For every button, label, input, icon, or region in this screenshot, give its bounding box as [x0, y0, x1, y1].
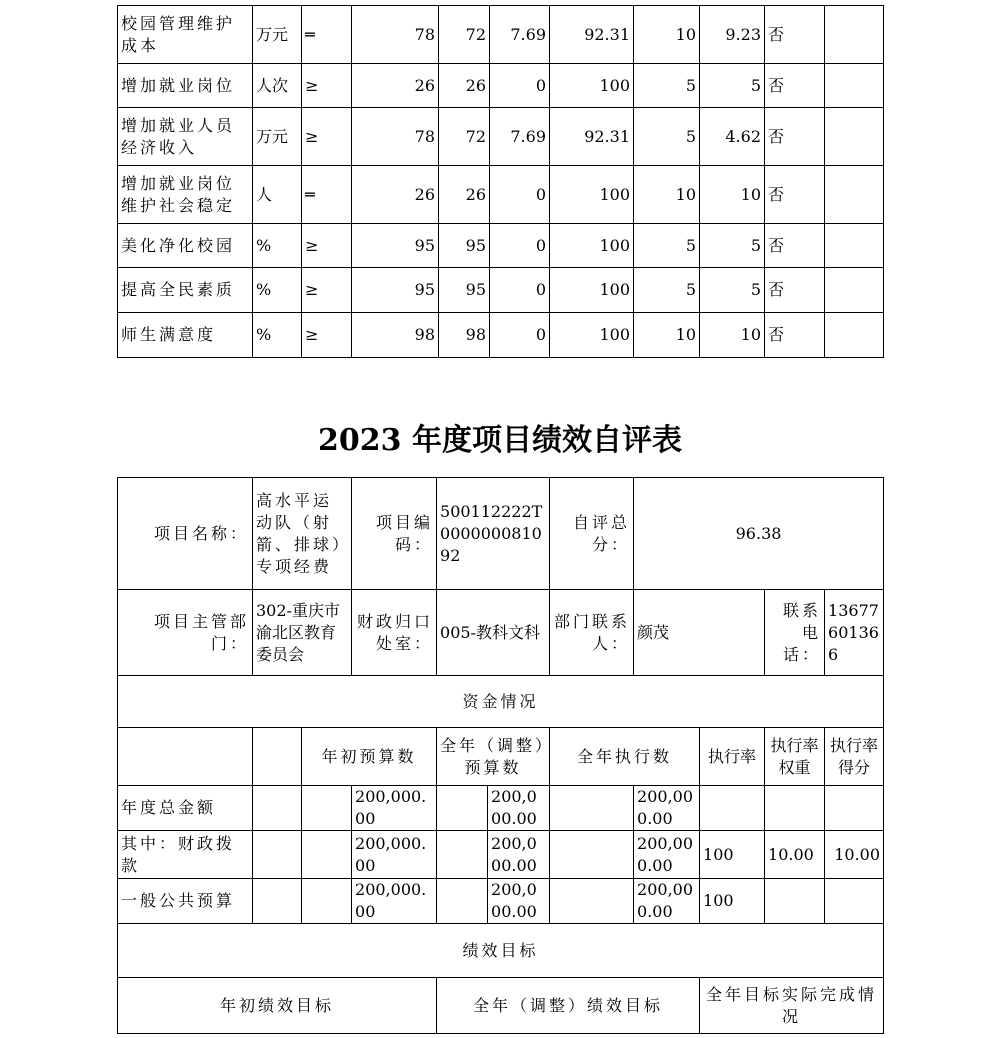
funds-rate-weight-value [765, 879, 825, 924]
indicator-weight: 10 [634, 166, 700, 224]
indicator-deviation: 7.69 [490, 108, 550, 166]
funds-executed-value: 200,000.00 [634, 831, 700, 879]
indicator-weight: 10 [634, 6, 700, 64]
funds-blank [437, 786, 488, 831]
indicator-target: 26 [352, 166, 439, 224]
indicator-score: 4.62 [700, 108, 765, 166]
indicator-operator: ≥ [302, 313, 352, 358]
funds-initial-value: 200,000.00 [352, 786, 437, 831]
contact-value: 颜茂 [634, 590, 765, 676]
indicator-score: 10 [700, 166, 765, 224]
indicator-note [825, 108, 884, 166]
funds-rate-value [700, 786, 765, 831]
indicator-completion-rate: 100 [550, 268, 634, 313]
funds-blank [253, 879, 302, 924]
indicator-row [118, 6, 884, 64]
funds-row-label: 年度总金额 [118, 786, 253, 831]
indicator-weight: 5 [634, 64, 700, 108]
phone-value: 13677601366 [825, 590, 884, 676]
indicator-row [118, 166, 884, 224]
indicator-unit: % [253, 224, 302, 268]
goals-actual-header: 全年目标实际完成情况 [700, 978, 884, 1034]
indicator-unit: 万元 [253, 6, 302, 64]
phone-label: 联系电话： [765, 590, 825, 676]
funds-rate-value: 100 [700, 831, 765, 879]
office-label: 财政归口处室： [352, 590, 437, 676]
indicator-operator: ≥ [302, 268, 352, 313]
funds-blank [302, 831, 352, 879]
indicator-deviation: 7.69 [490, 6, 550, 64]
indicator-deviation: 0 [490, 268, 550, 313]
indicator-flag: 否 [765, 64, 825, 108]
dept-value: 302-重庆市渝北区教育委员会 [253, 590, 352, 676]
page-title: 2023 年度项目绩效自评表 [318, 423, 682, 458]
indicator-name: 校园管理维护成本 [118, 6, 253, 64]
indicator-completion-rate: 100 [550, 313, 634, 358]
goals-section-row [118, 924, 884, 978]
indicator-note [825, 313, 884, 358]
funds-blank [437, 879, 488, 924]
indicator-flag: 否 [765, 224, 825, 268]
funds-blank [437, 831, 488, 879]
contact-label: 部门联系人： [550, 590, 634, 676]
indicator-unit: % [253, 268, 302, 313]
funds-rate-score-value: 10.00 [825, 831, 884, 879]
indicator-score: 5 [700, 268, 765, 313]
indicator-note [825, 64, 884, 108]
indicator-note [825, 6, 884, 64]
project-name-row [118, 478, 884, 590]
indicator-name: 增加就业岗位维护社会稳定 [118, 166, 253, 224]
goals-initial-header: 年初绩效目标 [118, 978, 437, 1034]
indicator-flag: 否 [765, 166, 825, 224]
funds-header-blank [253, 728, 302, 786]
funds-row-label: 一般公共预算 [118, 879, 253, 924]
indicator-name: 增加就业岗位 [118, 64, 253, 108]
indicator-target: 95 [352, 224, 439, 268]
indicator-unit: 万元 [253, 108, 302, 166]
funds-blank [550, 879, 634, 924]
funds-blank [550, 831, 634, 879]
funds-blank [550, 786, 634, 831]
funds-blank [253, 786, 302, 831]
indicator-row [118, 268, 884, 313]
indicator-target: 78 [352, 6, 439, 64]
indicator-weight: 10 [634, 313, 700, 358]
indicator-actual: 95 [439, 224, 490, 268]
funds-adjusted-value: 200,000.00 [488, 831, 550, 879]
department-row [118, 590, 884, 676]
indicator-target: 26 [352, 64, 439, 108]
indicator-operator: ≥ [302, 108, 352, 166]
indicator-completion-rate: 100 [550, 166, 634, 224]
funds-rate-score-value [825, 879, 884, 924]
indicator-note [825, 166, 884, 224]
indicator-note [825, 224, 884, 268]
indicator-completion-rate: 100 [550, 224, 634, 268]
funds-blank [302, 879, 352, 924]
goals-header-row [118, 978, 884, 1034]
indicator-unit: % [253, 313, 302, 358]
indicator-flag: 否 [765, 313, 825, 358]
funds-rate-weight-value [765, 786, 825, 831]
goals-adjusted-header: 全年（调整）绩效目标 [437, 978, 700, 1034]
funds-header-initial: 年初预算数 [302, 728, 437, 786]
indicator-flag: 否 [765, 6, 825, 64]
indicator-operator: ═ [302, 6, 352, 64]
funds-header-rate-score: 执行率得分 [825, 728, 884, 786]
performance-indicator-table [117, 5, 884, 358]
funds-executed-value: 200,000.00 [634, 879, 700, 924]
funds-blank [302, 786, 352, 831]
dept-label: 项目主管部门： [118, 590, 253, 676]
funds-adjusted-value: 200,000.00 [488, 879, 550, 924]
indicator-name: 师生满意度 [118, 313, 253, 358]
indicator-flag: 否 [765, 108, 825, 166]
indicator-actual: 26 [439, 166, 490, 224]
funds-header-executed: 全年执行数 [550, 728, 700, 786]
funds-header-rate: 执行率 [700, 728, 765, 786]
goals-section-header: 绩效目标 [118, 924, 884, 978]
indicator-completion-rate: 92.31 [550, 6, 634, 64]
funds-section-row [118, 676, 884, 728]
indicator-flag: 否 [765, 268, 825, 313]
funds-rate-score-value [825, 786, 884, 831]
indicator-completion-rate: 100 [550, 64, 634, 108]
indicator-operator: ≥ [302, 64, 352, 108]
office-value: 005-教科文科 [437, 590, 550, 676]
indicator-actual: 72 [439, 6, 490, 64]
funds-adjusted-value: 200,000.00 [488, 786, 550, 831]
indicator-operator: ═ [302, 166, 352, 224]
self-evaluation-form [117, 477, 884, 1034]
indicator-deviation: 0 [490, 313, 550, 358]
indicator-target: 98 [352, 313, 439, 358]
indicator-actual: 98 [439, 313, 490, 358]
indicator-actual: 95 [439, 268, 490, 313]
funds-rate-value: 100 [700, 879, 765, 924]
funds-executed-value: 200,000.00 [634, 786, 700, 831]
indicator-row [118, 108, 884, 166]
funds-header-row [118, 728, 884, 786]
project-name-value: 高水平运动队（射箭、排球）专项经费 [253, 478, 352, 590]
funds-row [118, 831, 884, 879]
funds-header-rate-weight: 执行率权重 [765, 728, 825, 786]
indicator-weight: 5 [634, 268, 700, 313]
funds-blank [253, 831, 302, 879]
indicator-name: 提高全民素质 [118, 268, 253, 313]
indicator-deviation: 0 [490, 166, 550, 224]
funds-row-label: 其中：财政拨款 [118, 831, 253, 879]
indicator-actual: 26 [439, 64, 490, 108]
indicator-score: 9.23 [700, 6, 765, 64]
indicator-weight: 5 [634, 224, 700, 268]
indicator-score: 5 [700, 64, 765, 108]
indicator-name: 增加就业人员经济收入 [118, 108, 253, 166]
funds-header-blank [118, 728, 253, 786]
funds-row [118, 786, 884, 831]
indicator-deviation: 0 [490, 224, 550, 268]
indicator-target: 78 [352, 108, 439, 166]
indicator-score: 10 [700, 313, 765, 358]
project-code-label: 项目编码： [352, 478, 437, 590]
funds-row [118, 879, 884, 924]
funds-section-header: 资金情况 [118, 676, 884, 728]
project-name-label: 项目名称： [118, 478, 253, 590]
indicator-weight: 5 [634, 108, 700, 166]
funds-header-adjusted: 全年（调整）预算数 [437, 728, 550, 786]
self-score-value: 96.38 [634, 478, 884, 590]
indicator-completion-rate: 92.31 [550, 108, 634, 166]
funds-initial-value: 200,000.00 [352, 879, 437, 924]
indicator-actual: 72 [439, 108, 490, 166]
indicator-score: 5 [700, 224, 765, 268]
indicator-unit: 人次 [253, 64, 302, 108]
indicator-name: 美化净化校园 [118, 224, 253, 268]
indicator-row [118, 313, 884, 358]
indicator-deviation: 0 [490, 64, 550, 108]
funds-rate-weight-value: 10.00 [765, 831, 825, 879]
self-score-label: 自评总分： [550, 478, 634, 590]
funds-initial-value: 200,000.00 [352, 831, 437, 879]
indicator-target: 95 [352, 268, 439, 313]
indicator-unit: 人 [253, 166, 302, 224]
indicator-row [118, 64, 884, 108]
indicator-row [118, 224, 884, 268]
project-code-value: 500112222T000000081092 [437, 478, 550, 590]
indicator-operator: ≥ [302, 224, 352, 268]
indicator-note [825, 268, 884, 313]
